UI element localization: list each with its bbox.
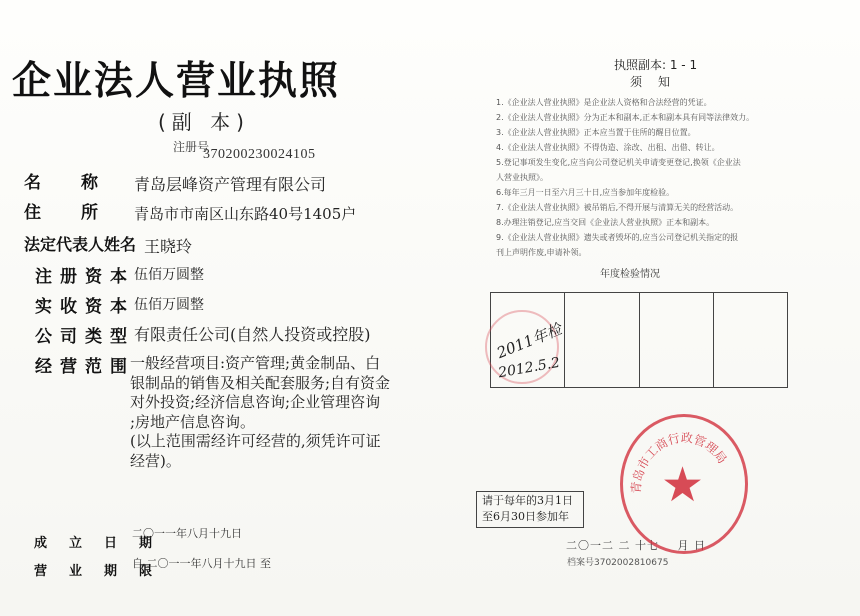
notice-item: 人营业执照》。 [496,173,548,182]
issue-date-suffix: 月 日 [677,539,706,552]
company-name: 青岛层峰资产管理有限公司 [134,175,327,194]
annual-inspection-note: 请于每年的3月1日至6月30日参加年 [476,491,584,528]
address-label: 住所 [24,203,138,223]
registration-number: 370200230024105 [203,147,316,162]
inspection-cell [714,293,787,387]
notice-item: 3.《企业法人营业执照》正本应当置于住所的醒目位置。 [496,128,696,137]
notice-item: 2.《企业法人营业执照》分为正本和副本,正本和副本具有同等法律效力。 [496,113,755,122]
scope-line: 一般经营项目:资产管理;黄金制品、白 [130,354,381,372]
notice-item: 4.《企业法人营业执照》不得伪造、涂改、出租、出借、转让。 [496,143,720,152]
issue-date-value: 二〇一二 二 十七 [566,539,659,552]
legal-rep-name: 王晓玲 [144,237,193,256]
notice-item: 6.每年三月一日至六月三十日,应当参加年度检验。 [496,188,675,197]
business-scope-label: 经营范围 [35,357,135,377]
svg-text:青岛市工商行政管理局 [628,430,730,495]
annual-inspection-title: 年度检验情况 [600,269,660,280]
scope-line: (以上范围需经许可经营的,须凭许可证 [130,432,381,450]
official-seal-icon [620,414,748,554]
scope-line: 银制品的销售及相关配套服务;自有资金 [130,373,391,392]
notice-item: 5.登记事项发生变化,应当向公司登记机关申请变更登记,换领《企业法 [496,158,741,167]
business-term-value: 自 二〇一一年八月十九日 至 [132,557,271,570]
registered-capital-value: 伍佰万圆整 [134,267,204,283]
license-title: 企业法人营业执照 [12,59,341,104]
paid-capital-value: 伍佰万圆整 [134,297,204,313]
paid-capital-label: 实收资本 [35,297,135,317]
notice-list [496,95,826,260]
business-scope [130,354,470,471]
seal-star-icon: ★ [661,457,705,513]
business-term-label: 营业期限 [34,564,175,579]
seal-text: 青岛市工商行政管理局 [628,430,730,495]
established-date-value: 二〇一一年八月十九日 [132,527,242,540]
seal-ring-text [620,414,748,554]
scope-line: ;房地产信息咨询。 [130,412,256,431]
inspection-signature: 2011年检 [494,319,565,363]
notice-item: 9.《企业法人营业执照》遗失或者毁坏的,应当公司登记机关指定的报 [496,233,739,242]
inspection-date-handwritten: 2012.5.2 [497,354,562,382]
established-date-label: 成立日期 [34,536,175,551]
company-address: 青岛市市南区山东路40号1405户 [134,205,357,223]
legal-rep-label: 法定代表人姓名 [24,235,137,254]
registration-label: 注册号 [173,140,210,154]
scope-line: 经营)。 [130,451,181,470]
archive-number: 档案号3702002810675 [567,558,669,568]
notice-item: 1.《企业法人营业执照》是企业法人资格和合法经营的凭证。 [496,98,712,107]
inspection-cell [640,293,714,387]
company-type-label: 公司类型 [35,327,135,347]
registered-capital-label: 注册资本 [35,267,135,287]
scope-line: 对外投资;经济信息咨询;企业管理咨询 [130,393,381,411]
notice-item: 8.办理注销登记,应当交回《企业法人营业执照》正本和副本。 [496,218,715,227]
company-type-value: 有限责任公司(自然人投资或控股) [134,325,371,344]
notice-title: 须知 [630,75,687,89]
copy-number: 执照副本: 1 - 1 [614,58,698,72]
notice-item: 7.《企业法人营业执照》被吊销后,不得开展与清算无关的经营活动。 [496,203,739,212]
name-label: 名称 [24,173,138,193]
inspection-cell [565,293,639,387]
notice-item: 刊上声明作废,申请补领。 [496,248,587,257]
license-subtitle: (副 本) [158,110,250,134]
